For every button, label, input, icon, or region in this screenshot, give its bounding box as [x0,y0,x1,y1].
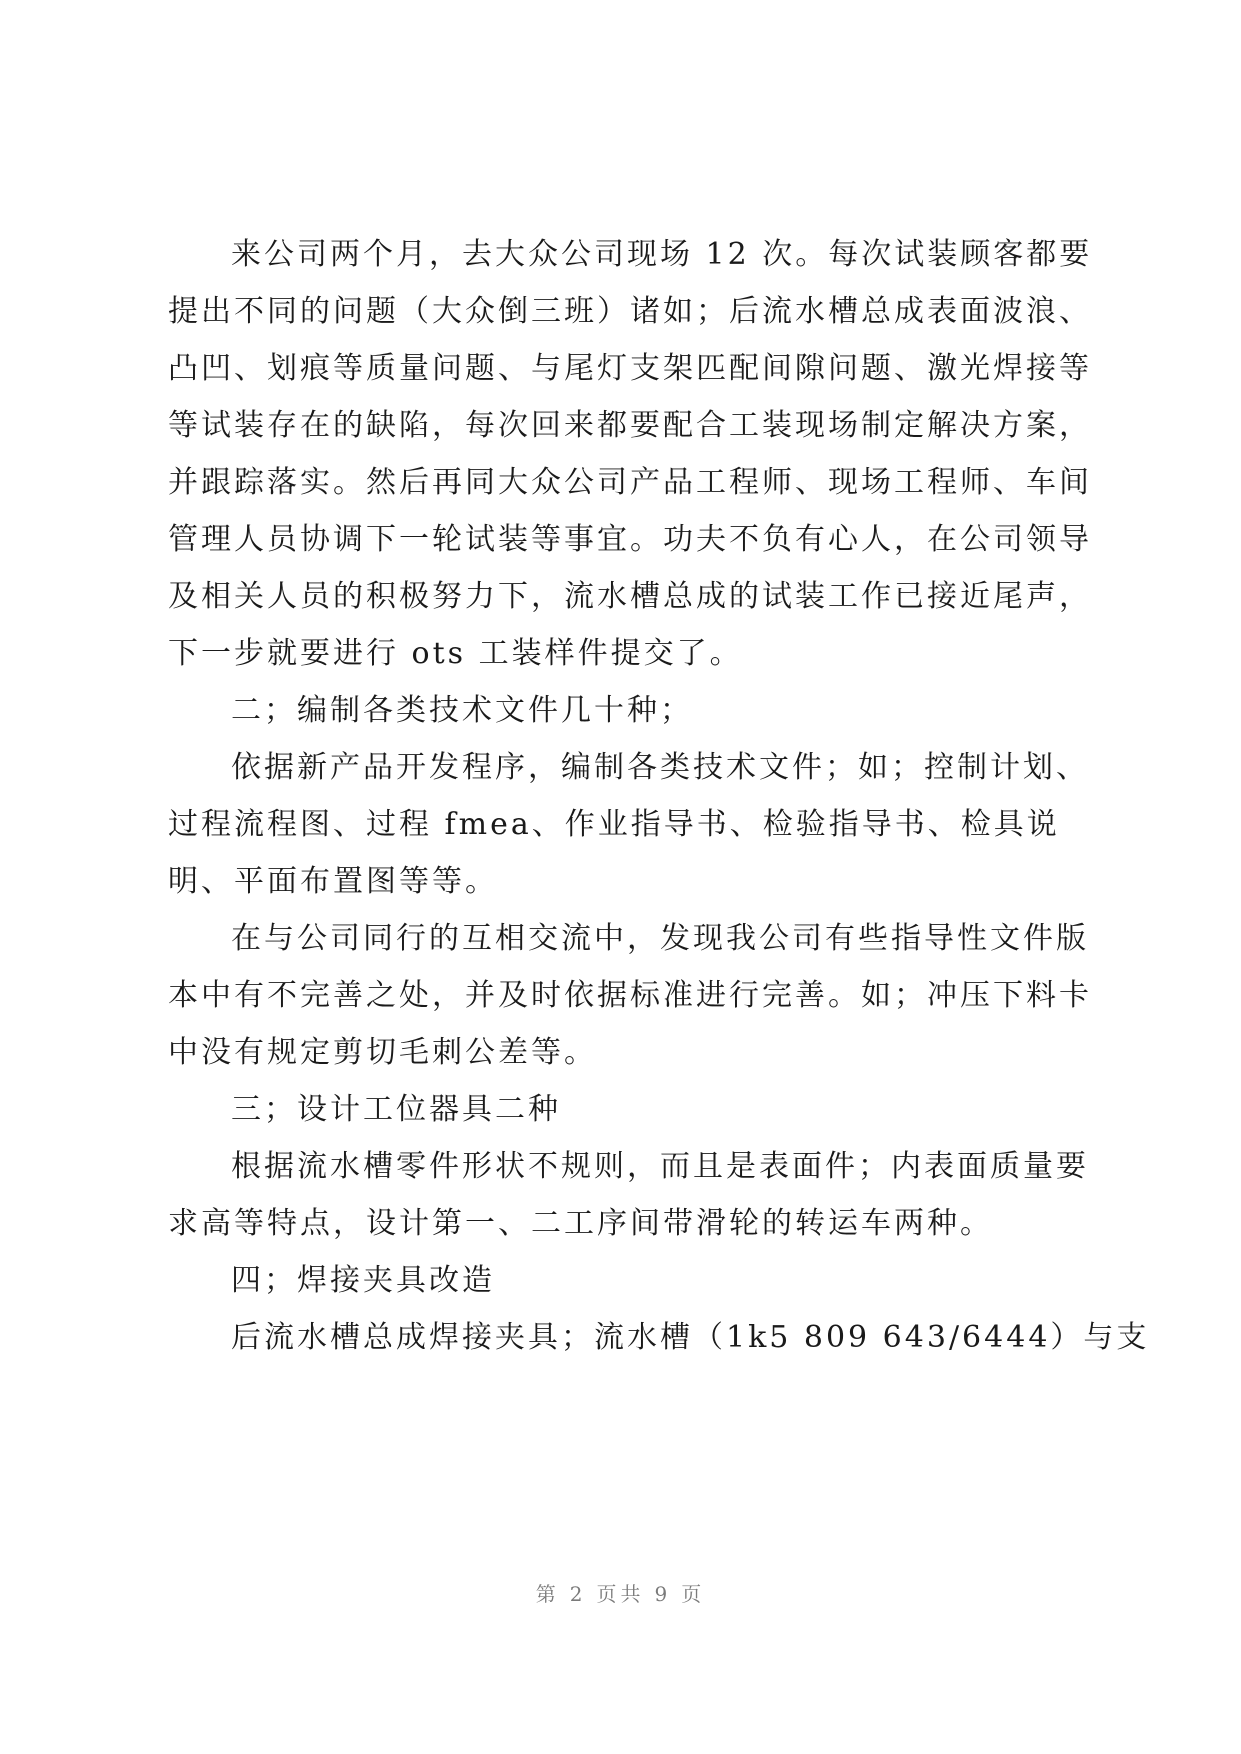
text-line: 管理人员协调下一轮试装等事宜。功夫不负有心人，在公司领导 [168,522,1092,557]
text-line: 求高等特点，设计第一、二工序间带滑轮的转运车两种。 [168,1206,993,1241]
page-footer [0,1578,1241,1607]
text-line: 并跟踪落实。然后再同大众公司产品工程师、现场工程师、车间 [168,465,1092,500]
text-line: 依据新产品开发程序，编制各类技术文件；如；控制计划、 [231,750,1089,785]
footer-suffix: 页 [681,1582,706,1606]
text-line: 提出不同的问题（大众倒三班）诸如；后流水槽总成表面波浪、 [168,294,1092,329]
text-line: 在与公司同行的互相交流中，发现我公司有些指导性文件版 [231,921,1089,956]
total-pages-number: 9 [654,1582,672,1606]
text-line: 二；编制各类技术文件几十种； [231,693,693,728]
text-line: 后流水槽总成焊接夹具；流水槽（1k5 809 643/6444）与支 [231,1320,1150,1355]
text-line: 来公司两个月，去大众公司现场 12 次。每次试装顾客都要 [231,237,1093,272]
text-line: 三；设计工位器具二种 [231,1092,561,1127]
document-body [168,226,1150,1366]
text-line: 中没有规定剪切毛刺公差等。 [168,1035,597,1070]
text-line: 明、平面布置图等等。 [168,864,498,899]
text-line: 及相关人员的积极努力下，流水槽总成的试装工作已接近尾声， [168,579,1092,614]
footer-middle: 页共 [596,1582,645,1606]
footer-prefix: 第 [535,1582,560,1606]
current-page-number: 2 [569,1582,587,1606]
text-line: 根据流水槽零件形状不规则，而且是表面件；内表面质量要 [231,1149,1089,1184]
text-line: 四；焊接夹具改造 [231,1263,495,1298]
text-line: 下一步就要进行 ots 工装样件提交了。 [168,636,743,671]
text-line: 等试装存在的缺陷，每次回来都要配合工装现场制定解决方案， [168,408,1092,443]
text-line: 过程流程图、过程 fmea、作业指导书、检验指导书、检具说 [168,807,1060,842]
text-line: 本中有不完善之处，并及时依据标准进行完善。如；冲压下料卡 [168,978,1092,1013]
text-line: 凸凹、划痕等质量问题、与尾灯支架匹配间隙问题、激光焊接等 [168,351,1092,386]
